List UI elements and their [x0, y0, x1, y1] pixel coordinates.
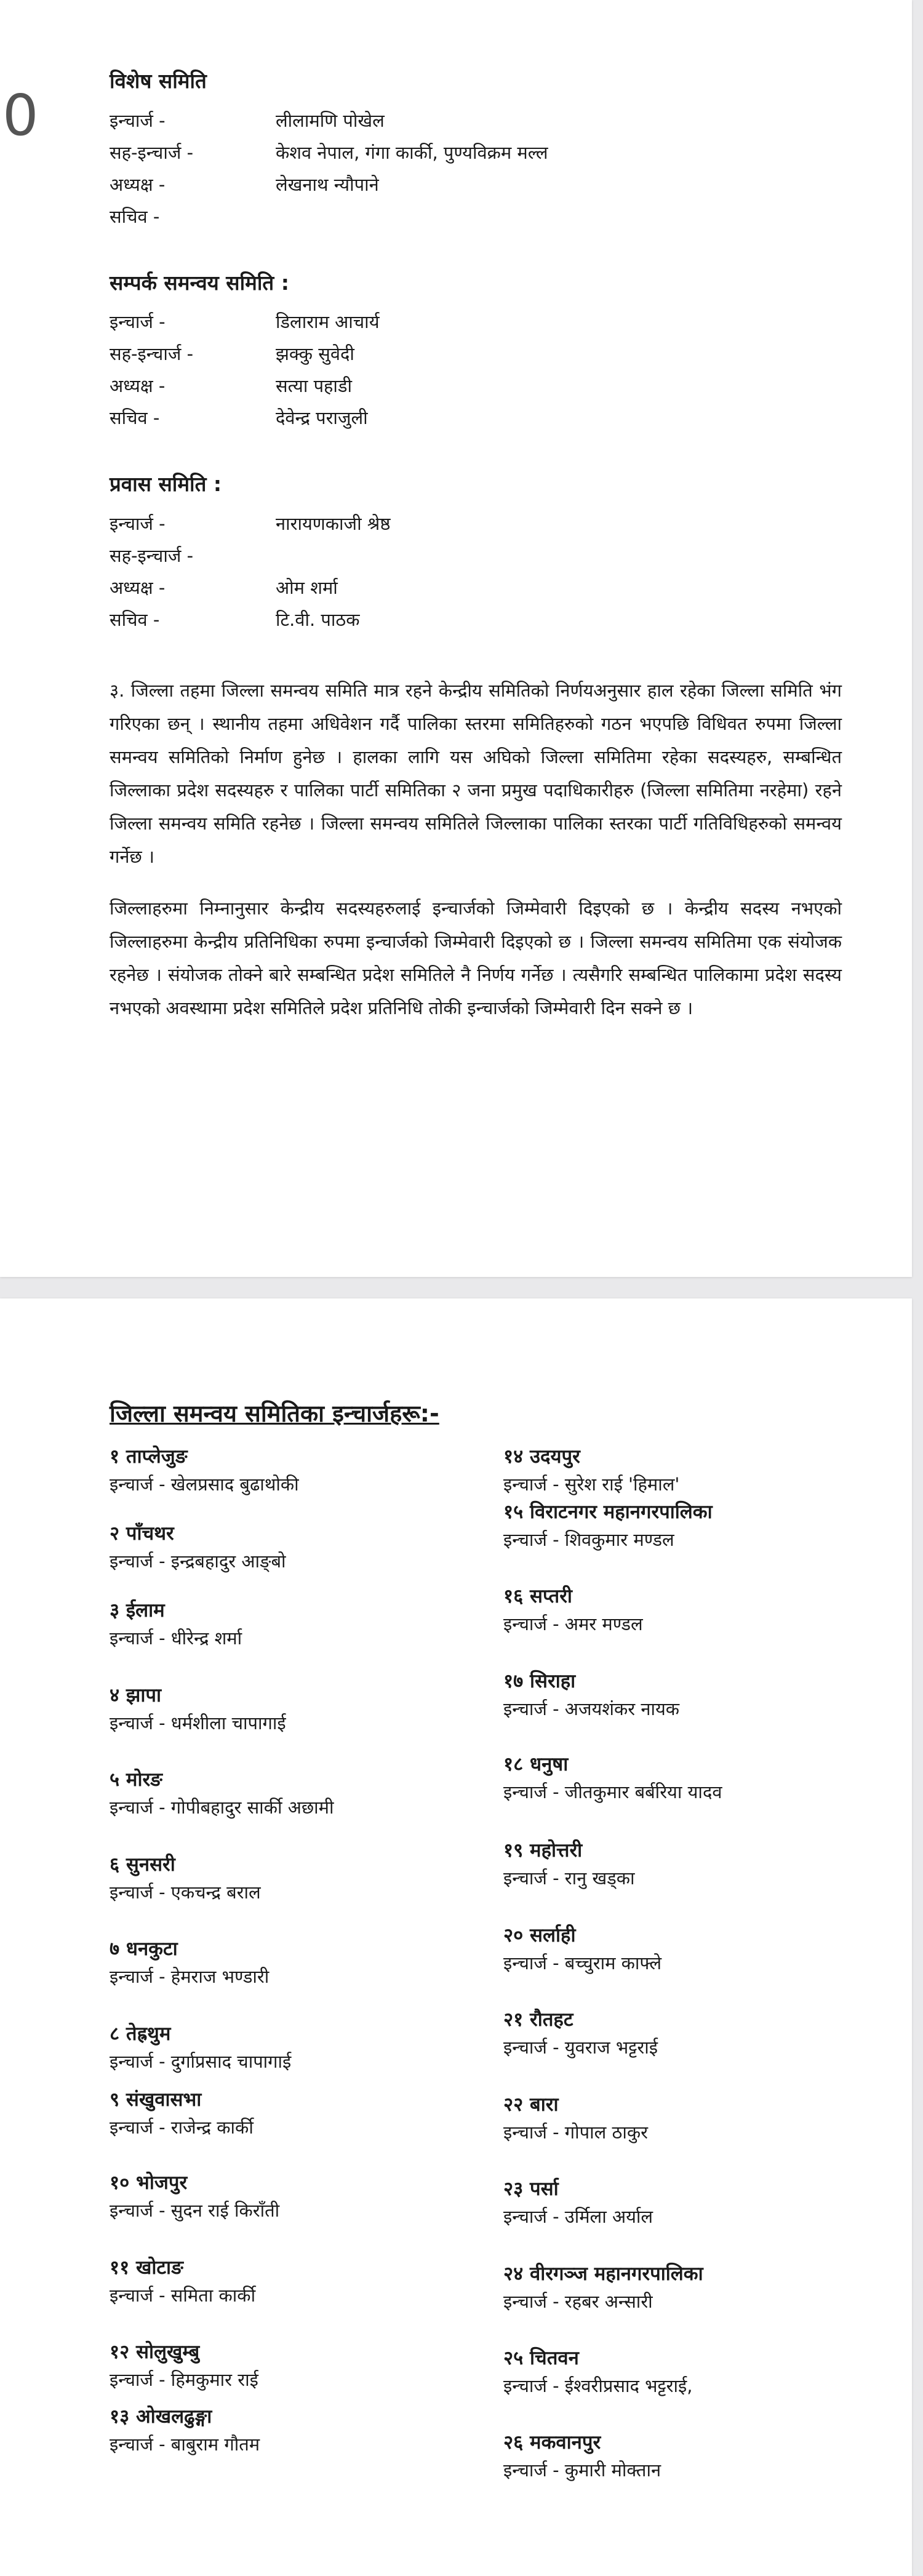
district-name: ३ ईलाम — [110, 1599, 165, 1622]
district-entry — [110, 1766, 334, 1822]
district-entry — [110, 1851, 261, 1906]
committee-row — [110, 169, 842, 201]
district-entry — [110, 2254, 255, 2310]
district-name: १४ उदयपुर — [503, 1446, 580, 1468]
district-name: १२ सोलुखुम्बु — [110, 2341, 200, 2363]
district-name: २ पाँचथर — [110, 1522, 174, 1545]
district-incharge: इन्चार्ज - गोपीबहादुर सार्की अछामी — [110, 1797, 334, 1818]
district-incharge: इन्चार्ज - बाबुराम गौतम — [110, 2434, 260, 2455]
district-name: १ ताप्लेजुङ — [110, 1446, 188, 1468]
district-entry — [110, 1443, 299, 1498]
district-entry — [503, 1837, 635, 1892]
district-name: २१ रौतहट — [503, 2009, 573, 2031]
district-entry — [110, 2403, 260, 2458]
district-name: १५ विराटनगर महानगरपालिका — [503, 1501, 713, 1523]
member-names — [276, 201, 842, 233]
district-name: १८ धनुषा — [503, 1753, 569, 1775]
committee-row — [110, 137, 842, 169]
district-name: २० सर्लाही — [503, 1924, 576, 1946]
page1-content — [110, 69, 842, 1043]
district-entry — [503, 2175, 653, 2231]
district-incharge: इन्चार्ज - समिता कार्की — [110, 2285, 256, 2306]
page-edge-digit: 0 — [2, 82, 39, 148]
district-name: १६ सप्तरी — [503, 1585, 572, 1607]
district-entry — [503, 1751, 722, 1806]
role-label: इन्चार्ज - — [110, 110, 166, 131]
district-name: ९ संखुवासभा — [110, 2089, 202, 2111]
district-entry — [503, 1443, 679, 1498]
district-name: ६ सुनसरी — [110, 1854, 175, 1876]
district-incharge: इन्चार्ज - युवराज भट्टराई — [503, 2037, 658, 2058]
document-page-1 — [0, 0, 912, 1277]
district-entry — [503, 1922, 661, 1977]
incharge-list-title: जिल्ला समन्वय समितिका इन्चार्जहरू:- — [110, 1400, 439, 1427]
district-incharge: इन्चार्ज - अजयशंकर नायक — [503, 1698, 680, 1719]
member-names: केशव नेपाल, गंगा कार्की, पुण्यविक्रम मल्ल — [276, 142, 548, 163]
district-entry — [503, 2260, 703, 2316]
member-names: लीलामणि पोखेल — [276, 110, 385, 131]
district-name: १९ महोत्तरी — [503, 1839, 583, 1862]
district-entry — [110, 2086, 254, 2142]
district-entry — [110, 1597, 242, 1652]
committee-row — [110, 306, 842, 338]
member-names: ओम शर्मा — [276, 577, 338, 598]
role-label: अध्यक्ष - — [110, 174, 166, 195]
role-label: इन्चार्ज - — [110, 311, 166, 333]
role-label: सह-इन्चार्ज - — [110, 545, 194, 566]
member-names: झक्कु सुवेदी — [276, 343, 354, 365]
committee-title: विशेष समिति — [110, 69, 207, 93]
committee-row — [110, 604, 842, 636]
committee-row — [110, 508, 842, 540]
role-label: अध्यक्ष - — [110, 577, 166, 598]
member-names: डिलाराम आचार्य — [276, 311, 380, 333]
role-label: सह-इन्चार्ज - — [110, 142, 194, 163]
district-entry — [110, 2020, 291, 2076]
district-name: २४ वीरगञ्ज महानगरपालिका — [503, 2263, 703, 2285]
role-label: सह-इन्चार्ज - — [110, 343, 194, 365]
committee-row — [110, 540, 842, 572]
committee-contact-coordination — [110, 271, 842, 434]
district-incharge: इन्चार्ज - एकचन्द्र बराल — [110, 1882, 261, 1903]
district-incharge: इन्चार्ज - सुदन राई किराँती — [110, 2200, 280, 2221]
district-incharge: इन्चार्ज - धर्मशीला चापागाई — [110, 1713, 286, 1734]
district-entry — [110, 1520, 286, 1575]
district-incharge: इन्चार्ज - रहबर अन्सारी — [503, 2291, 653, 2312]
member-names: नारायणकाजी श्रेष्ठ — [276, 513, 391, 534]
member-names: टि.वी. पाठक — [276, 609, 360, 630]
committee-row — [110, 572, 842, 604]
district-entry — [110, 1682, 286, 1737]
committee-travel — [110, 472, 842, 636]
district-name: ५ मोरङ — [110, 1769, 162, 1791]
district-incharge: इन्चार्ज - इन्द्रबहादुर आङ्बो — [110, 1551, 286, 1572]
district-incharge: इन्चार्ज - हिमकुमार राई — [110, 2369, 258, 2390]
member-names: देवेन्द्र पराजुली — [276, 407, 368, 429]
committee-row — [110, 402, 842, 434]
district-incharge: इन्चार्ज - दुर्गाप्रसाद चापागाई — [110, 2051, 292, 2072]
district-incharge: इन्चार्ज - रानु खड्का — [503, 1868, 635, 1889]
role-label: अध्यक्ष - — [110, 375, 166, 397]
committee-row — [110, 338, 842, 370]
district-entry — [503, 2006, 658, 2062]
district-entry — [110, 1935, 269, 1991]
district-entry — [503, 1498, 713, 1554]
paragraph-incharge-assignment: जिल्लाहरुमा निम्नानुसार केन्द्रीय सदस्यहरुलाई इन्चार्जको जिम्मेवारी दिइएको छ । केन्द्रीय सदस्य नभएको जिल्लाहरुमा केन्द्रीय प्रतिनिधिका रुपमा इन्चार्जको जिम्मेवारी दिइएको छ । जिल्ला समन्वय समितिमा एक संयोजक रहनेछ । संयोजक तोक्ने बारे सम्बन्धित प्रदेश समितिले नै निर्णय गर्नेछ । त्यसैगरि सम्बन्धित पालिकामा प्रदेश सदस्य नभएको अवस्थामा प्रदेश समितिले प्रदेश प्रतिनिधि तोकी इन्चार्जको जिम्मेवारी दिन सक्ने छ । — [110, 897, 842, 1018]
member-names: लेखनाथ न्यौपाने — [276, 174, 379, 195]
role-label: सचिव - — [110, 609, 160, 630]
district-name: २५ चितवन — [503, 2347, 579, 2369]
district-incharge: इन्चार्ज - खेलप्रसाद बुढाथोकी — [110, 1474, 299, 1495]
committee-title: सम्पर्क समन्वय समिति : — [110, 270, 289, 295]
district-name: २२ बारा — [503, 2094, 559, 2116]
district-incharge: इन्चार्ज - जीतकुमार बर्बरिया यादव — [503, 1782, 722, 1802]
role-label: सचिव - — [110, 206, 160, 227]
district-incharge: इन्चार्ज - गोपाल ठाकुर — [503, 2122, 649, 2143]
district-incharge: इन्चार्ज - सुरेश राई 'हिमाल' — [503, 1474, 680, 1495]
role-label: इन्चार्ज - — [110, 513, 166, 534]
district-name: ८ तेह्रथुम — [110, 2023, 171, 2045]
committee-row — [110, 105, 842, 137]
district-incharge: इन्चार्ज - धीरेन्द्र शर्मा — [110, 1628, 242, 1649]
district-entry — [503, 1583, 643, 1638]
district-name: १० भोजपुर — [110, 2172, 188, 2194]
member-names — [276, 540, 842, 572]
district-name: २३ पर्सा — [503, 2178, 559, 2200]
paragraph-district-committee: ३. जिल्ला तहमा जिल्ला समन्वय समिति मात्र रहने केन्द्रीय समितिको निर्णयअनुसार हाल रहेका जिल्ला समिति भंग गरिएका छन् । स्थानीय तहमा अधिवेशन गर्दै पालिका स्तरमा समितिहरुको गठन भएपछि विधिवत रुपमा जिल्ला समन्वय समितिको निर्माण हुनेछ । हालका लागि यस अघिको जिल्ला समितिमा रहेका सदस्यहरु, सम्बन्धित जिल्लाका प्रदेश सदस्यहरु र पालिका पार्टी समितिका २ जना प्रमुख पदाधिकारीहरु (जिल्ला समितिमा नरहेमा) रहने जिल्ला समन्वय समिति रहनेछ । जिल्ला समन्वय समितिले जिल्लाका पालिका स्तरका पार्टी गतिविधिहरुको समन्वय गर्नेछ । — [110, 679, 842, 867]
district-name: ७ धनकुटा — [110, 1938, 178, 1960]
district-incharge: इन्चार्ज - ईश्वरीप्रसाद भट्टराई, — [503, 2375, 693, 2396]
district-name: ४ झापा — [110, 1684, 162, 1706]
member-names: सत्या पहाडी — [276, 375, 352, 397]
district-name: २६ मकवानपुर — [503, 2431, 601, 2454]
district-entry — [110, 2338, 258, 2394]
committee-title: प्रवास समिति : — [110, 472, 222, 497]
district-incharge: इन्चार्ज - अमर मण्डल — [503, 1614, 643, 1634]
role-label: सचिव - — [110, 407, 160, 429]
district-entry — [503, 1668, 679, 1723]
district-entry — [110, 2169, 279, 2225]
district-incharge: इन्चार्ज - हेमराज भण्डारी — [110, 1966, 270, 1987]
district-incharge: इन्चार्ज - राजेन्द्र कार्की — [110, 2117, 254, 2138]
committee-row — [110, 370, 842, 402]
district-name: १७ सिराहा — [503, 1670, 576, 1692]
district-incharge: इन्चार्ज - बच्चुराम काफ्ले — [503, 1953, 661, 1974]
district-name: १३ ओखलढुङ्गा — [110, 2406, 212, 2428]
district-incharge: इन्चार्ज - कुमारी मोक्तान — [503, 2460, 661, 2481]
district-entry — [503, 2429, 661, 2484]
district-incharge: इन्चार्ज - उर्मिला अर्याल — [503, 2206, 653, 2227]
district-incharge: इन्चार्ज - शिवकुमार मण्डल — [503, 1529, 674, 1550]
district-entry — [503, 2345, 693, 2400]
committee-special — [110, 69, 842, 233]
committee-row — [110, 201, 842, 233]
district-name: ११ खोटाङ — [110, 2257, 183, 2279]
district-entry — [503, 2091, 648, 2146]
